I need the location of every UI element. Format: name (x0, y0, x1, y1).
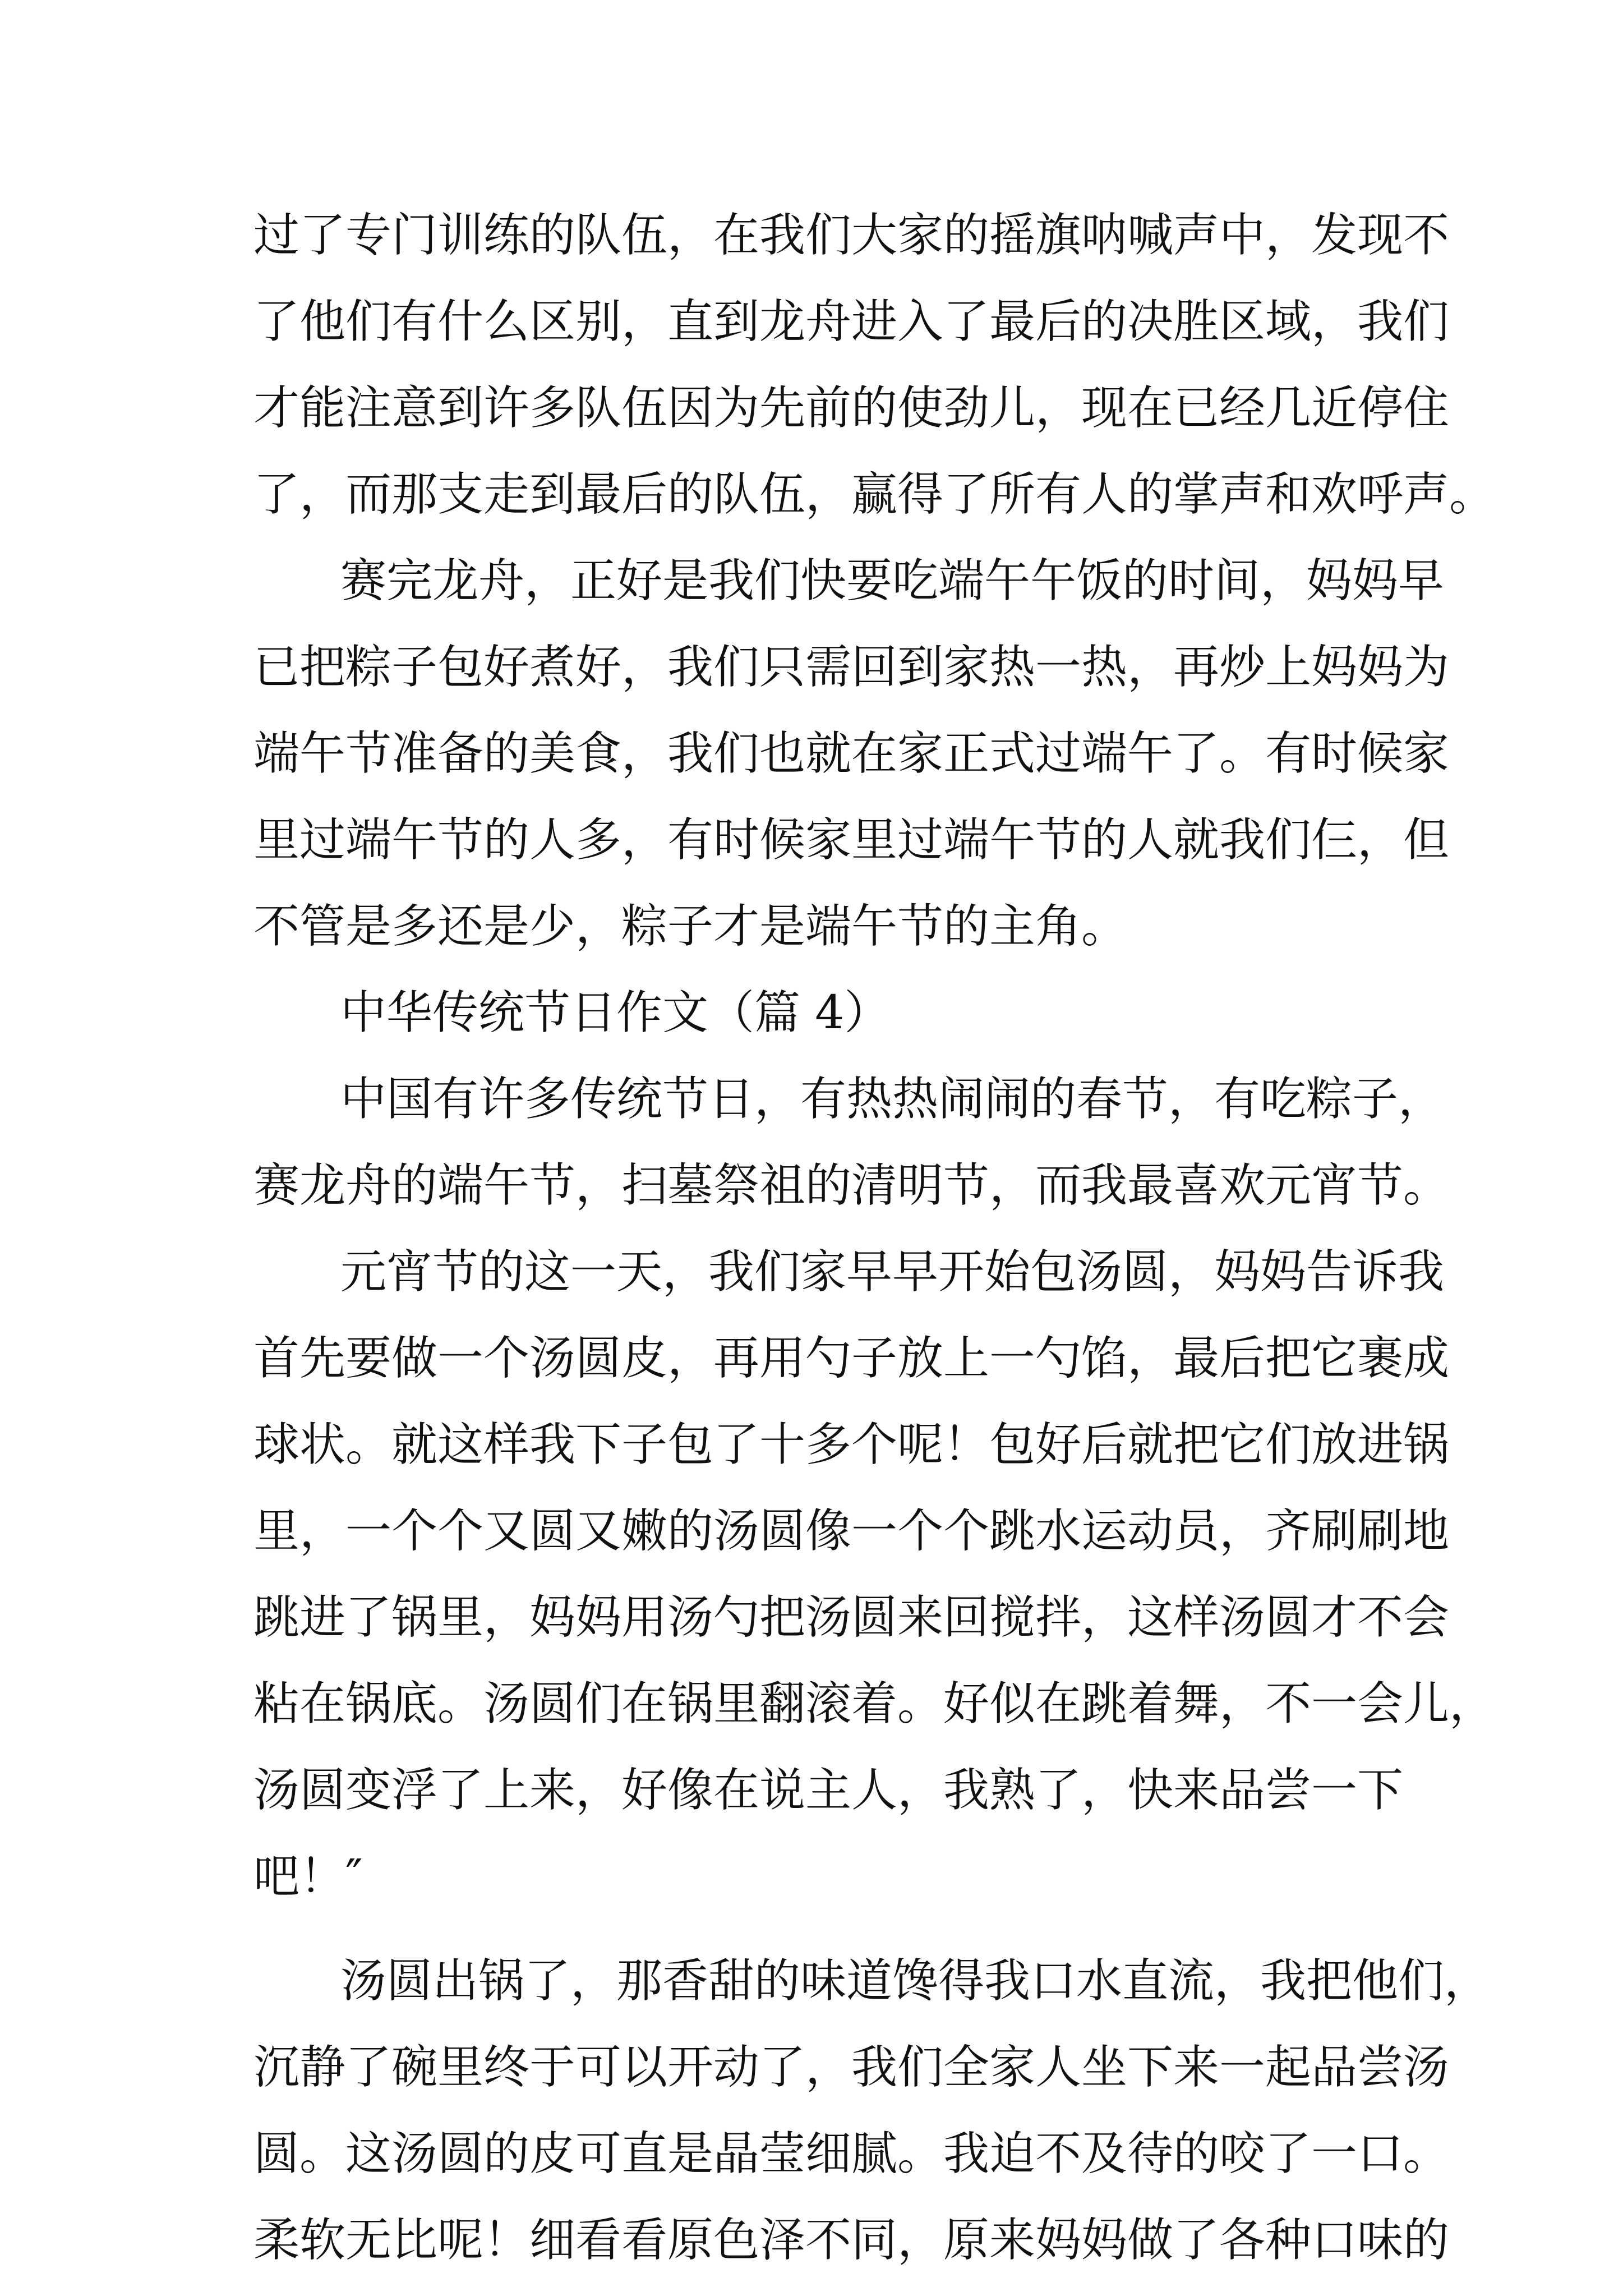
paragraph-first-line: 赛完龙舟，正好是我们快要吃端午午饭的时间，妈妈早 (340, 554, 1445, 608)
text-line: 了，而那支走到最后的队伍，赢得了所有人的掌声和欢呼声。 (253, 468, 1496, 521)
text-line: 球状。就这样我下子包了十多个呢！包好后就把它们放进锅 (253, 1418, 1450, 1471)
text-line: 首先要做一个汤圆皮，再用勺子放上一勺馅，最后把它裹成 (253, 1332, 1450, 1385)
section-heading: 中华传统节日作文（篇 4） (340, 986, 891, 1039)
text-line: 已把粽子包好煮好，我们只需回到家热一热，再炒上妈妈为 (253, 641, 1450, 694)
text-line: 端午节准备的美食，我们也就在家正式过端午了。有时候家 (253, 727, 1450, 780)
text-line: 汤圆变浮了上来，好像在说主人，我熟了，快来品尝一下 (253, 1764, 1404, 1817)
text-line: 才能注意到许多队伍因为先前的使劲儿，现在已经几近停住 (253, 381, 1450, 435)
paragraph-first-line: 元宵节的这一天，我们家早早开始包汤圆，妈妈告诉我 (340, 1245, 1445, 1299)
paragraph-last-line: 吧！″ (253, 1850, 363, 1903)
text-line: 圆。这汤圆的皮可直是晶莹细腻。我迫不及待的咬了一口。 (253, 2127, 1450, 2180)
text-line: 赛龙舟的端午节，扫墓祭祖的清明节，而我最喜欢元宵节。 (253, 1159, 1450, 1212)
text-line: 过了专门训练的队伍，在我们大家的摇旗呐喊声中，发现不 (253, 209, 1450, 262)
text-line: 粘在锅底。汤圆们在锅里翻滚着。好似在跳着舞，不一会儿， (253, 1677, 1496, 1731)
text-line: 里，一个个又圆又嫩的汤圆像一个个跳水运动员，齐刷刷地 (253, 1504, 1450, 1558)
text-line: 跳进了锅里，妈妈用汤勺把汤圆来回搅拌，这样汤圆才不会 (253, 1591, 1450, 1644)
text-line: 沉静了碗里终于可以开动了，我们全家人坐下来一起品尝汤 (253, 2041, 1450, 2094)
text-line: 里过端午节的人多，有时候家里过端午节的人就我们仨，但 (253, 813, 1450, 867)
paragraph-first-line: 中国有许多传统节日，有热热闹闹的春节，有吃粽子， (340, 1073, 1445, 1126)
paragraph-last-line: 不管是多还是少，粽子才是端午节的主角。 (253, 900, 1128, 953)
text-line: 柔软无比呢！细看看原色泽不同，原来妈妈做了各种口味的 (253, 2214, 1450, 2267)
paragraph-first-line: 汤圆出锅了，那香甜的味道馋得我口水直流，我把他们， (340, 1954, 1491, 2008)
text-line: 了他们有什么区别，直到龙舟进入了最后的决胜区域，我们 (253, 295, 1450, 348)
